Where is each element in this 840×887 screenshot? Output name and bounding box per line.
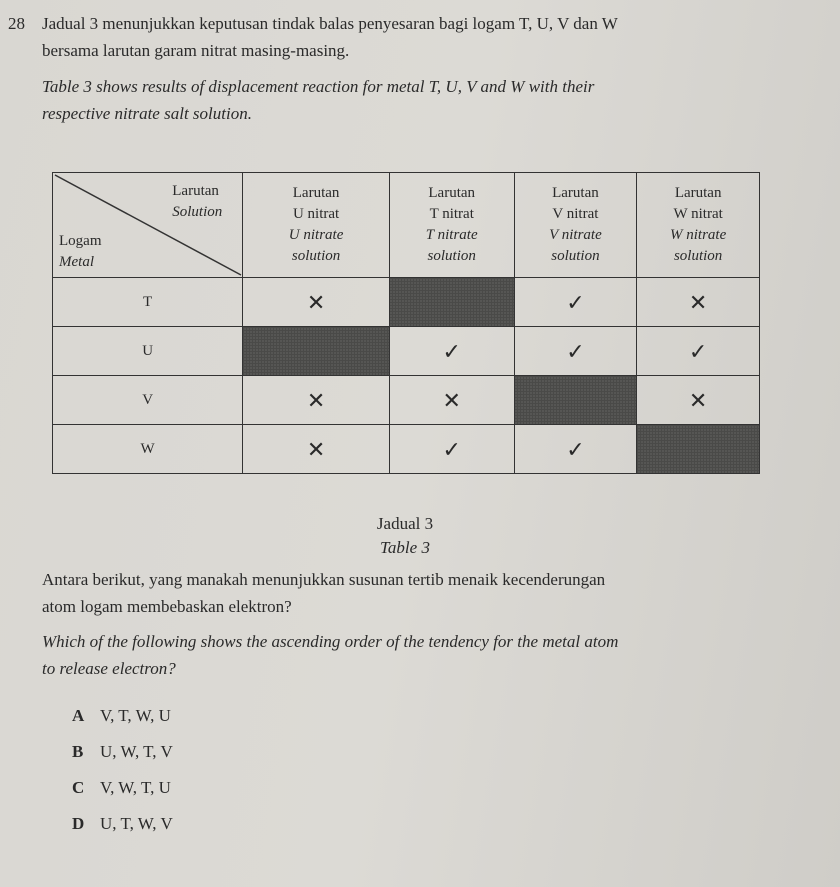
intro-english-line: Table 3 shows results of displacement reaction for metal T, U, V and W with their xyxy=(42,77,595,96)
column-header: Larutan V nitrat V nitrate solution xyxy=(514,173,637,278)
intro-malay-line: Jadual 3 menunjukkan keputusan tindak balas penyesaran bagi logam T, U, V dan W xyxy=(42,14,618,33)
column-header: Larutan W nitrat W nitrate solution xyxy=(637,173,760,278)
option-c[interactable]: C V, W, T, U xyxy=(72,778,171,797)
question-malay-line: atom logam membebaskan elektron? xyxy=(42,597,292,616)
column-header: Larutan U nitrat U nitrate solution xyxy=(243,173,390,278)
check-icon: ✓ xyxy=(514,327,637,376)
caption-ms: Jadual 3 xyxy=(376,514,434,533)
question-english-line: to release electron? xyxy=(42,659,176,678)
corner-metal-en: Metal xyxy=(59,254,94,270)
metal-label: V xyxy=(53,376,243,425)
intro-english-line: respective nitrate salt solution. xyxy=(42,104,252,123)
shaded-cell xyxy=(637,425,760,474)
check-icon: ✓ xyxy=(637,327,760,376)
intro-english xyxy=(42,73,594,127)
caption-en: Table 3 xyxy=(380,538,430,557)
table-row xyxy=(53,278,760,327)
metal-label: U xyxy=(53,327,243,376)
check-icon: ✓ xyxy=(389,327,514,376)
question-malay-line: Antara berikut, yang manakah menunjukkan susunan tertib menaik kecenderungan xyxy=(42,570,606,589)
column-header: Larutan T nitrat T nitrate solution xyxy=(389,173,514,278)
check-icon: ✓ xyxy=(389,425,514,474)
metal-label: W xyxy=(53,425,243,474)
check-icon: ✓ xyxy=(514,425,637,474)
intro-malay xyxy=(42,10,618,64)
shaded-cell xyxy=(389,278,514,327)
intro-malay-line: bersama larutan garam nitrat masing-masing. xyxy=(42,41,350,60)
corner-solution-ms: Larutan xyxy=(172,183,219,199)
question-english-line: Which of the following shows the ascending order of the tendency for the metal atom xyxy=(42,632,619,651)
corner-cell xyxy=(53,173,243,278)
cross-icon: ✕ xyxy=(243,425,390,474)
cross-icon: ✕ xyxy=(637,278,760,327)
table-caption xyxy=(0,512,840,560)
corner-solution-en: Solution xyxy=(172,204,223,220)
cross-icon: ✕ xyxy=(243,278,390,327)
question-number: 28 xyxy=(8,14,25,33)
corner-solution xyxy=(172,181,222,223)
option-b[interactable]: B U, W, T, V xyxy=(72,742,173,761)
cross-icon: ✕ xyxy=(243,376,390,425)
corner-metal-ms: Logam xyxy=(59,233,102,249)
cross-icon: ✕ xyxy=(389,376,514,425)
table-row xyxy=(53,425,760,474)
question-malay xyxy=(42,566,605,620)
question-english xyxy=(42,628,618,682)
results-table xyxy=(52,172,760,474)
check-icon: ✓ xyxy=(514,278,637,327)
option-a[interactable]: A V, T, W, U xyxy=(72,706,171,725)
metal-label: T xyxy=(53,278,243,327)
shaded-cell xyxy=(514,376,637,425)
table-row xyxy=(53,376,760,425)
corner-metal xyxy=(59,231,102,273)
table-row xyxy=(53,327,760,376)
cross-icon: ✕ xyxy=(637,376,760,425)
option-d[interactable]: D U, T, W, V xyxy=(72,814,173,833)
shaded-cell xyxy=(243,327,390,376)
